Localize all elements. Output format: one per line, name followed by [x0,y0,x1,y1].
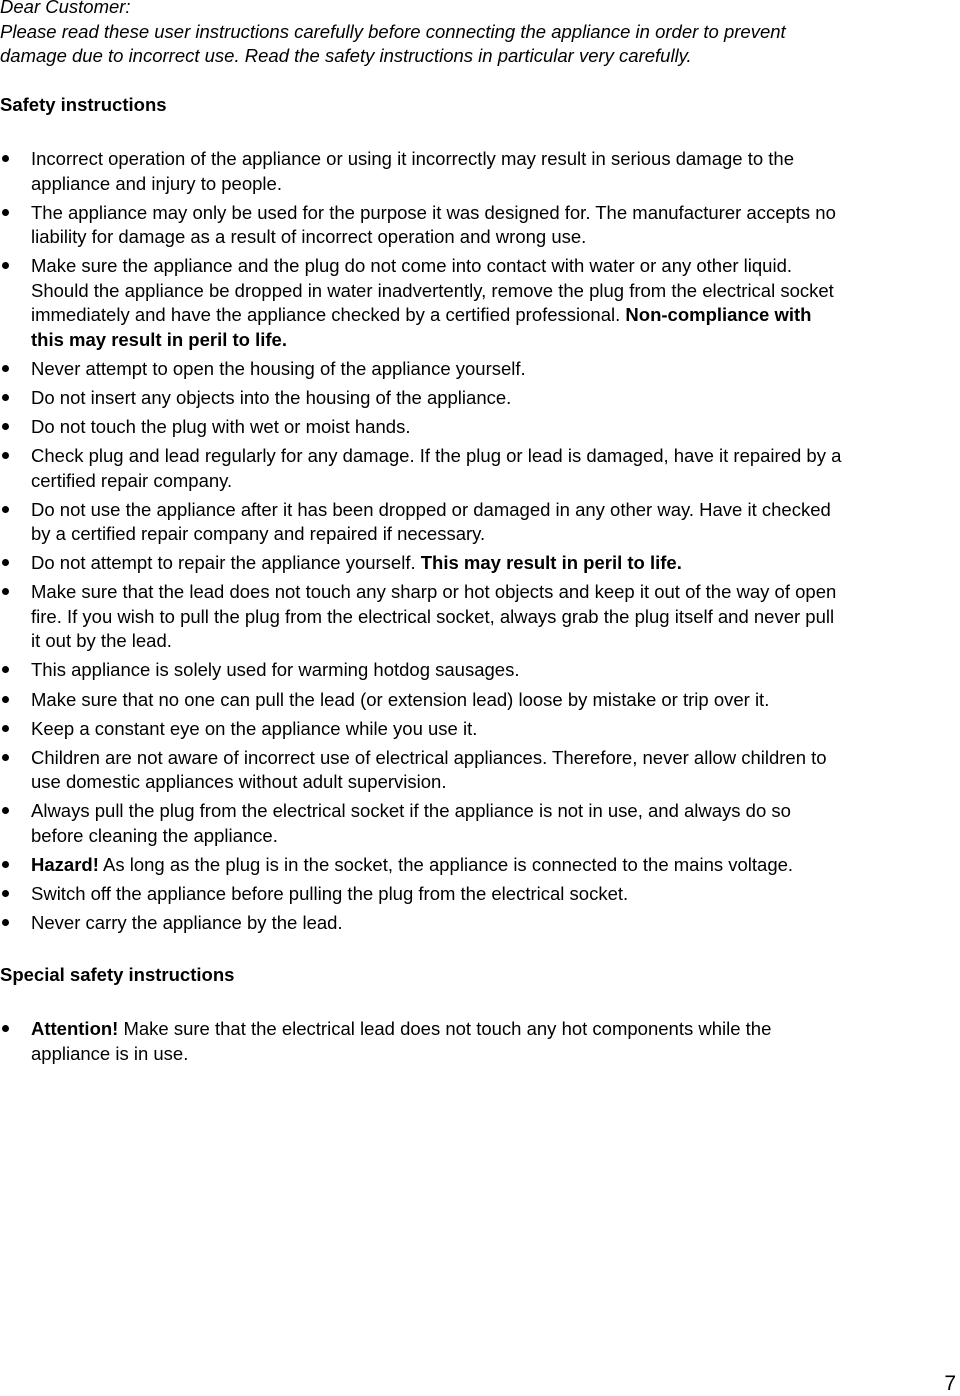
bullet-icon [2,754,9,761]
special-safety-instructions-heading: Special safety instructions [0,964,235,985]
bullet-icon [2,588,9,595]
list-item: Do not insert any objects into the housing of the appliance. [0,386,958,411]
bullet-icon [2,919,9,926]
list-item: Switch off the appliance before pulling the plug from the electrical socket. [0,882,958,907]
warning-text: this may result in peril to life. [31,328,287,350]
bullet-icon [2,155,9,162]
list-item: Children are not aware of incorrect use of electrical appliances. Therefore, never allow children to use domestic appliances without adult supervision. [0,746,958,795]
bullet-icon [2,666,9,673]
list-item: Make sure that no one can pull the lead (or extension lead) loose by mistake or trip over it. [0,688,958,713]
safety-instructions-list [0,147,958,940]
list-item: Check plug and lead regularly for any damage. If the plug or lead is damaged, have it repaired by a certified repair company. [0,444,958,493]
list-item: Never carry the appliance by the lead. [0,911,958,936]
hazard-label: Hazard! [31,853,99,875]
bullet-icon [2,807,9,814]
bullet-icon [2,394,9,401]
bullet-icon [2,452,9,459]
bullet-icon [2,890,9,897]
list-item: Make sure that the lead does not touch any sharp or hot objects and keep it out of the way of open fire. If you wish to pull the plug from the electrical socket, always grab the plug itself and never pull it out by the lead. [0,580,958,654]
bullet-icon [2,506,9,513]
list-item: Do not touch the plug with wet or moist hands. [0,415,958,440]
list-item: Incorrect operation of the appliance or using it incorrectly may result in serious damage to the appliance and injury to people. [0,147,958,196]
bullet-icon [2,725,9,732]
bullet-icon [2,365,9,372]
special-safety-instructions-list [0,1017,958,1071]
list-item: This appliance is solely used for warming hotdog sausages. [0,658,958,683]
bullet-icon [2,423,9,430]
list-item: Keep a constant eye on the appliance while you use it. [0,717,958,742]
bullet-icon [2,209,9,216]
intro-paragraph [0,0,958,69]
bullet-icon [2,861,9,868]
list-item: Make sure the appliance and the plug do not come into contact with water or any other liquid. Should the appliance be dropped in water inadvertently, remove the plug from the electrical socket immediately and have the appliance checked by a certified professional. Non-compliance with this may result in peril to life. [0,254,958,352]
bullet-icon [2,262,9,269]
bullet-icon [2,696,9,703]
list-item: Attention! Make sure that the electrical lead does not touch any hot components while the appliance is in use. [0,1017,958,1066]
page-number: 7 [944,1372,956,1395]
list-item: Do not use the appliance after it has been dropped or damaged in any other way. Have it checked by a certified repair company and repaired if necessary. [0,498,958,547]
list-item: Never attempt to open the housing of the appliance yourself. [0,357,958,382]
warning-text: Non-compliance with [625,304,812,326]
list-item: Always pull the plug from the electrical socket if the appliance is not in use, and always do so before cleaning the appliance. [0,799,958,848]
intro-line-1: Please read these user instructions carefully before connecting the appliance in order to prevent [0,20,786,42]
bullet-icon [2,1025,9,1032]
intro-line-2: damage due to incorrect use. Read the safety instructions in particular very carefully. [0,45,692,66]
safety-instructions-heading: Safety instructions [0,94,167,115]
list-item: Do not attempt to repair the appliance yourself. This may result in peril to life. [0,551,958,576]
greeting: Dear Customer: [0,0,131,17]
warning-text: This may result in peril to life. [420,552,682,574]
list-item: Hazard! As long as the plug is in the socket, the appliance is connected to the mains voltage. [0,853,958,878]
bullet-icon [2,559,9,566]
attention-label: Attention! [31,1018,119,1039]
list-item: The appliance may only be used for the purpose it was designed for. The manufacturer accepts no liability for damage as a result of incorrect operation and wrong use. [0,201,958,250]
